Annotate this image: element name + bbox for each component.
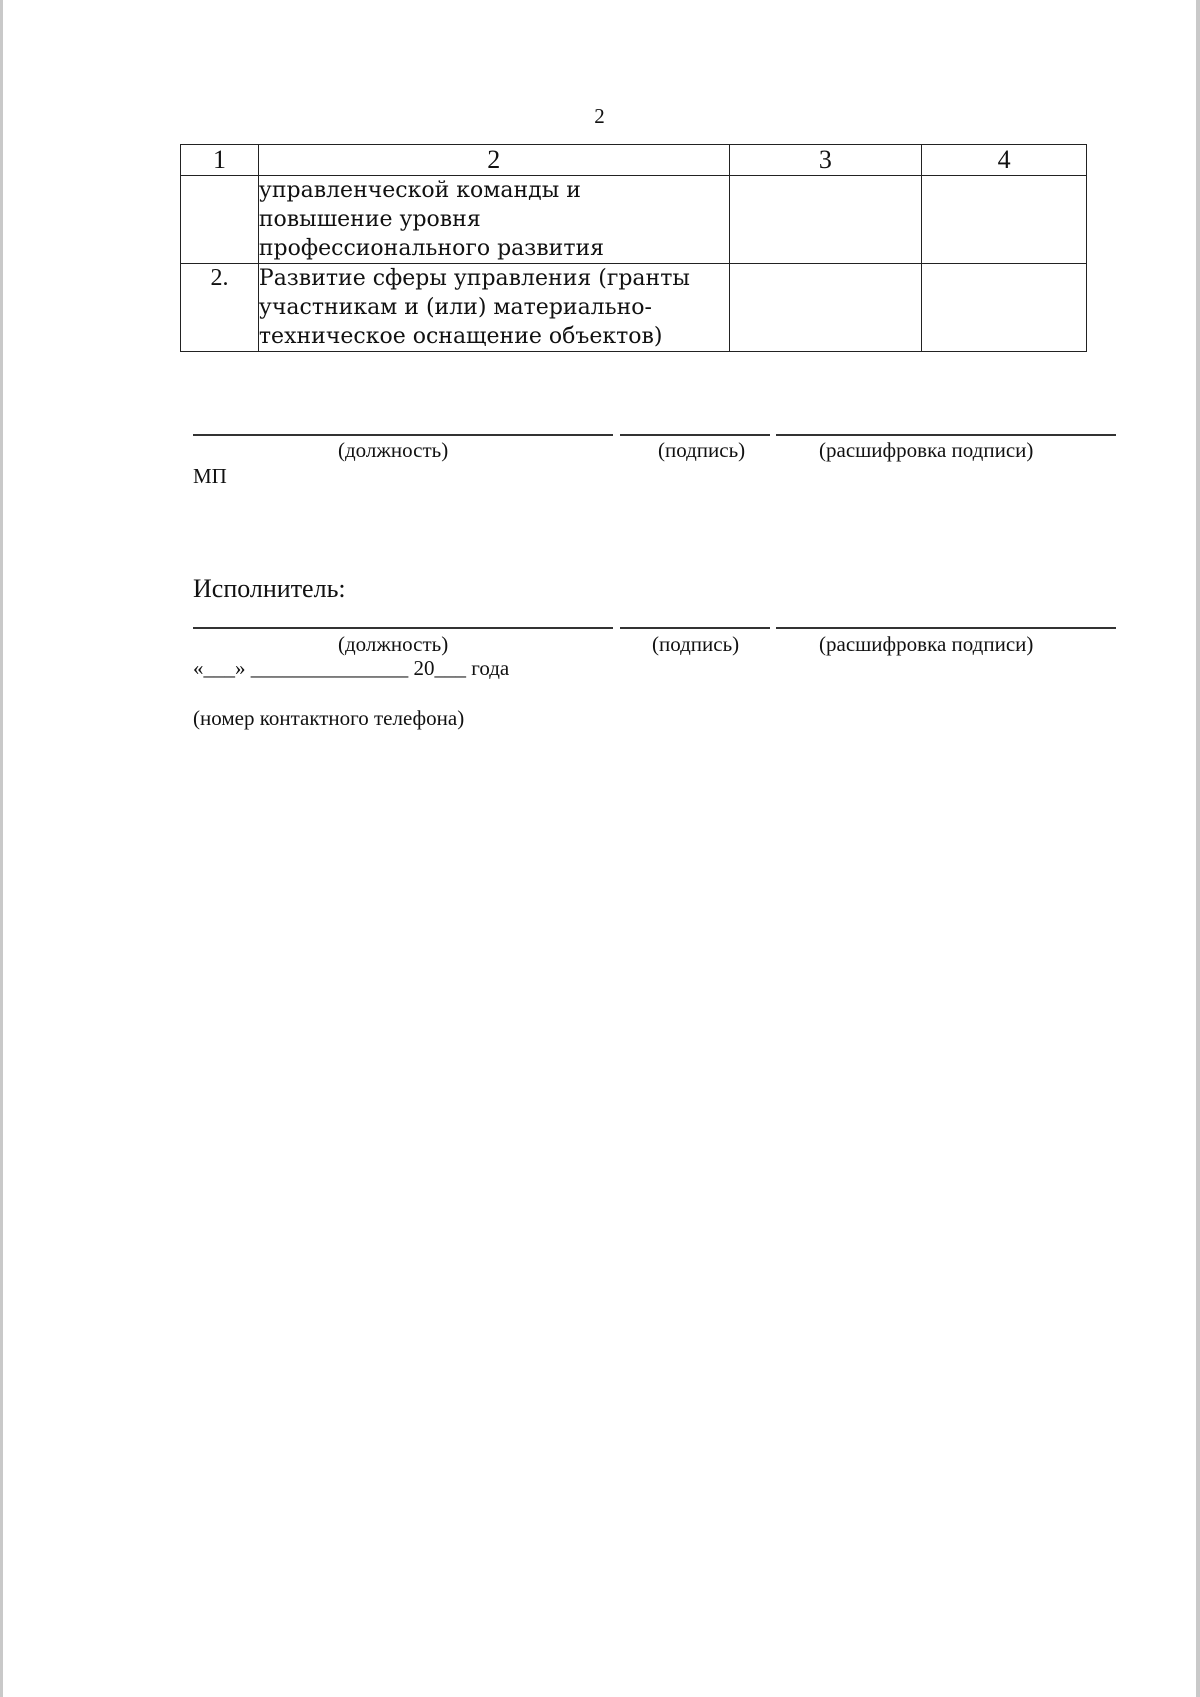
- date-line: «___» _______________ 20___ года: [193, 656, 510, 680]
- phone-caption: (номер контактного телефона): [193, 706, 465, 730]
- header-cell-2: 2: [258, 145, 729, 176]
- header-cell-3: 3: [729, 145, 922, 176]
- row-cell-3: [729, 264, 922, 352]
- page-number: 2: [594, 104, 605, 128]
- row-number: [181, 176, 259, 264]
- signature-line: [620, 434, 770, 436]
- document-page: [3, 0, 1196, 1697]
- row-description: [258, 264, 729, 352]
- row-description: [258, 176, 729, 264]
- position-caption: (должность): [338, 438, 449, 462]
- executor-decoding-caption: (расшифровка подписи): [819, 632, 1034, 656]
- row-text-line: техническое оснащение объектов): [258, 324, 663, 349]
- row-text-line: участникам и (или) материально-: [258, 295, 652, 320]
- executor-signature-line: [620, 627, 770, 629]
- executor-decoding-line: [776, 627, 1116, 629]
- executor-label: Исполнитель:: [193, 574, 346, 603]
- position-signature-line: [193, 434, 613, 436]
- table-row: [181, 264, 1087, 352]
- executor-position-line: [193, 627, 613, 629]
- header-cell-4: 4: [922, 145, 1087, 176]
- data-table: [180, 144, 1087, 352]
- decoding-caption: (расшифровка подписи): [819, 438, 1034, 462]
- stamp-placeholder: МП: [193, 464, 227, 488]
- row-text-line: профессионального развития: [258, 236, 605, 261]
- header-cell-1: 1: [181, 145, 259, 176]
- table-row: [181, 176, 1087, 264]
- table-header-row: [181, 145, 1087, 176]
- row-cell-4: [922, 176, 1087, 264]
- row-text-line: повышение уровня: [258, 207, 481, 232]
- row-number: 2.: [181, 264, 259, 352]
- executor-signature-caption: (подпись): [652, 632, 740, 656]
- executor-position-caption: (должность): [338, 632, 449, 656]
- row-text-line: управленческой команды и: [258, 178, 581, 203]
- row-text-line: Развитие сферы управления (гранты: [258, 266, 690, 291]
- row-cell-4: [922, 264, 1087, 352]
- decoding-signature-line: [776, 434, 1116, 436]
- signature-caption: (подпись): [658, 438, 746, 462]
- row-cell-3: [729, 176, 922, 264]
